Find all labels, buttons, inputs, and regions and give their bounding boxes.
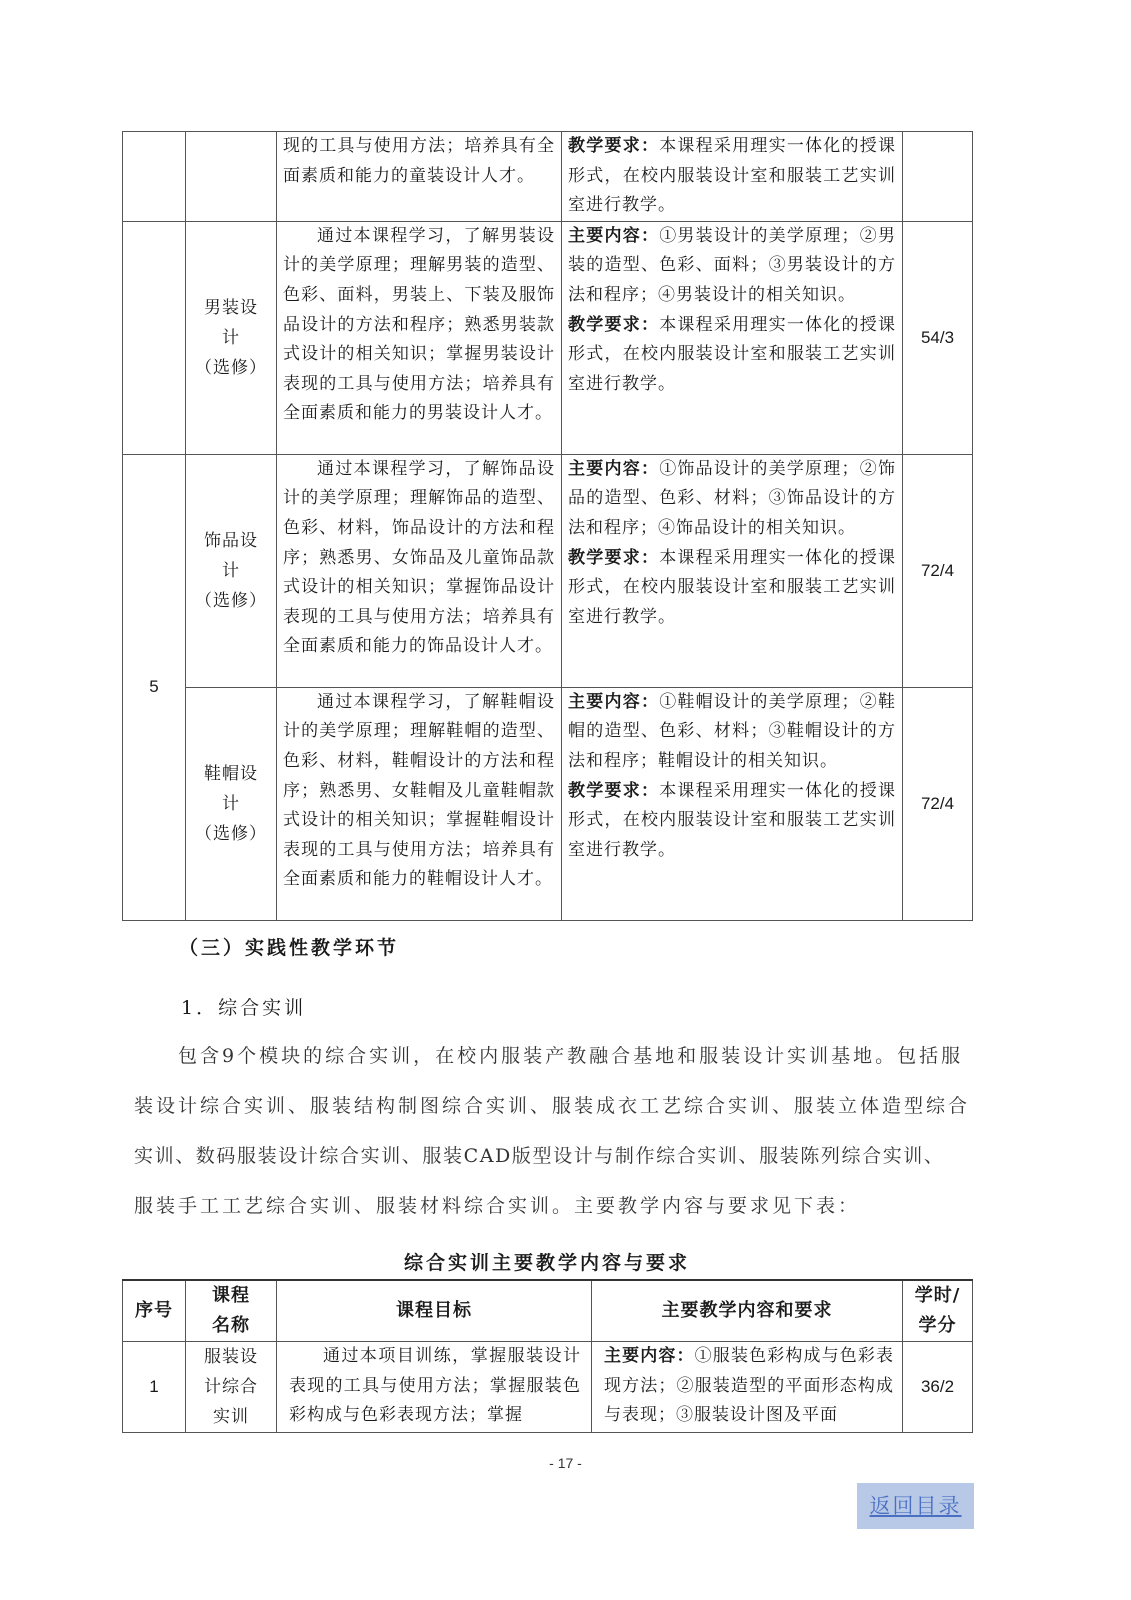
section-heading: （三）实践性教学环节 [179, 937, 400, 959]
goal-cell: 通过本课程学习，了解男装设计的美学原理；理解男装的造型、色彩、面料，男装上、下装及服饰品设计的方法和程序；熟悉男装款式设计的相关知识；掌握男装设计表现的工具与使用方法；培养具有全面素质和能力的男装设计人才。 [277, 221, 562, 454]
goal-cell: 通过本项目训练，掌握服装设计表现的工具与使用方法；掌握服装色彩构成与色彩表现方法；掌握 [277, 1342, 592, 1433]
header-goal: 课程目标 [277, 1280, 592, 1342]
content-cell: 主要内容：①饰品设计的美学原理；②饰品的造型、色彩、材料；③饰品设计的方法和程序；④饰品设计的相关知识。 教学要求：本课程采用理实一体化的授课形式，在校内服装设计室和服装工艺实训室进行教学。 [562, 454, 903, 687]
seq-cell [123, 132, 186, 222]
page-number: - 17 - [549, 1455, 582, 1471]
name-cell: 服装设 计综合 实训 [186, 1342, 277, 1433]
table-header-row [123, 1280, 973, 1342]
return-to-toc-link[interactable]: 返回目录 [857, 1483, 974, 1529]
table-row [123, 221, 973, 454]
course-table [122, 131, 973, 921]
goal-cell: 现的工具与使用方法；培养具有全面素质和能力的童装设计人才。 [277, 132, 562, 222]
header-name: 课程 名称 [186, 1280, 277, 1342]
hours-cell: 36/2 [903, 1342, 973, 1433]
goal-cell: 通过本课程学习，了解饰品设计的美学原理；理解饰品的造型、色彩、材料，饰品设计的方法和程序；熟悉男、女饰品及儿童饰品款式设计的相关知识；掌握饰品设计表现的工具与使用方法；培养具有全面素质和能力的饰品设计人才。 [277, 454, 562, 687]
table-row [123, 687, 973, 920]
header-content: 主要教学内容和要求 [592, 1280, 903, 1342]
header-seq: 序号 [123, 1280, 186, 1342]
content-cell: 主要内容：①男装设计的美学原理；②男装的造型、色彩、面料；③男装设计的方法和程序；④男装设计的相关知识。 教学要求：本课程采用理实一体化的授课形式，在校内服装设计室和服装工艺实训室进行教学。 [562, 221, 903, 454]
hours-cell: 72/4 [903, 454, 973, 687]
name-cell: 男装设 计 （选修） [186, 221, 277, 454]
seq-cell: 1 [123, 1342, 186, 1433]
name-cell [186, 132, 277, 222]
content-cell: 教学要求：本课程采用理实一体化的授课形式，在校内服装设计室和服装工艺实训室进行教学。 [562, 132, 903, 222]
table-row [123, 132, 973, 222]
hours-cell: 72/4 [903, 687, 973, 920]
content-cell: 主要内容：①鞋帽设计的美学原理；②鞋帽的造型、色彩、材料；③鞋帽设计的方法和程序；鞋帽设计的相关知识。 教学要求：本课程采用理实一体化的授课形式，在校内服装设计室和服装工艺实训室进行教学。 [562, 687, 903, 920]
training-table [122, 1279, 973, 1433]
name-cell: 鞋帽设 计 （选修） [186, 687, 277, 920]
table-row [123, 454, 973, 687]
hours-cell [903, 132, 973, 222]
hours-cell: 54/3 [903, 221, 973, 454]
header-hours: 学时/ 学分 [903, 1280, 973, 1342]
name-cell: 饰品设 计 （选修） [186, 454, 277, 687]
body-paragraph: 包含9个模块的综合实训，在校内服装产教融合基地和服装设计实训基地。包括服 装设计综合实训、服装结构制图综合实训、服装成衣工艺综合实训、服装立体造型综合 实训、数码服装设计综合实训、服装CAD版型设计与制作综合实训、服装陈列综合实训、 服装手工工艺综合实训、服装材料综合实训。主要教学内容与要求见下表： [134, 1045, 971, 1217]
content-cell: 主要内容：①服装色彩构成与色彩表现方法；②服装造型的平面形态构成与表现；③服装设计图及平面 [592, 1342, 903, 1433]
seq-cell [123, 221, 186, 454]
seq-cell: 5 [123, 454, 186, 920]
goal-cell: 通过本课程学习，了解鞋帽设计的美学原理；理解鞋帽的造型、色彩、材料，鞋帽设计的方法和程序；熟悉男、女鞋帽及儿童鞋帽款式设计的相关知识；掌握鞋帽设计表现的工具与使用方法；培养具有全面素质和能力的鞋帽设计人才。 [277, 687, 562, 920]
table-caption: 综合实训主要教学内容与要求 [403, 1252, 690, 1274]
sub-heading: 1．综合实训 [181, 997, 307, 1019]
table-row [123, 1342, 973, 1433]
